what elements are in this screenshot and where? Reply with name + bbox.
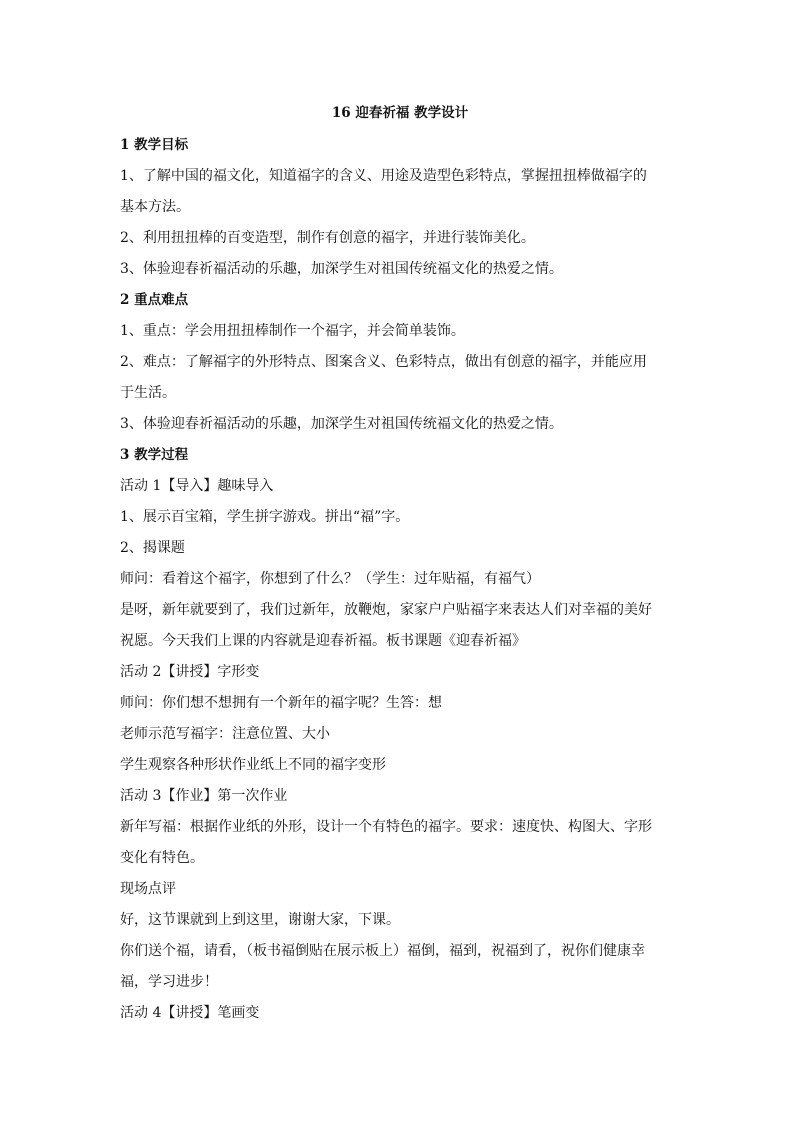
paragraph-line: 学生观察各种形状作业纸上不同的福字变形 <box>120 757 386 773</box>
section-heading-process: 3 教学过程 <box>120 447 189 463</box>
paragraph-line: 现场点评 <box>120 881 176 897</box>
paragraph-line: 3、体验迎春祈福活动的乐趣，加深学生对祖国传统福文化的热爱之情。 <box>120 416 563 432</box>
section-heading-goals: 1 教学目标 <box>120 137 189 153</box>
paragraph-line: 基本方法。 <box>120 199 190 215</box>
paragraph-line: 1、了解中国的福文化，知道福字的含义、用途及造型色彩特点，掌握扭扭棒做福字的 <box>120 168 647 184</box>
document-title: 16 迎春祈福 教学设计 <box>331 105 469 121</box>
paragraph-line: 1、展示百宝箱，学生拼字游戏。拼出“福”字。 <box>120 509 410 525</box>
activity-title: 活动 2【讲授】字形变 <box>120 664 260 680</box>
paragraph-line: 新年写福：根据作业纸的外形，设计一个有特色的福字。要求：速度快、构图大、字形 <box>120 819 652 835</box>
paragraph-line: 变化有特色。 <box>120 850 204 866</box>
paragraph-line: 师问：看着这个福字，你想到了什么？（学生：过年贴福，有福气） <box>120 571 540 587</box>
paragraph-line: 福，学习进步！ <box>120 974 218 990</box>
paragraph-line: 2、利用扭扭棒的百变造型，制作有创意的福字，并进行装饰美化。 <box>120 230 535 246</box>
paragraph-line: 3、体验迎春祈福活动的乐趣，加深学生对祖国传统福文化的热爱之情。 <box>120 261 563 277</box>
paragraph-line: 老师示范写福字：注意位置、大小 <box>120 726 330 742</box>
activity-title: 活动 4【讲授】笔画变 <box>120 1005 260 1021</box>
paragraph-line: 好，这节课就到上到这里，谢谢大家，下课。 <box>120 912 400 928</box>
paragraph-line: 你们送个福，请看，（板书福倒贴在展示板上）福倒，福到，祝福到了，祝你们健康幸 <box>120 943 645 959</box>
paragraph-line: 师问：你们想不想拥有一个新年的福字呢？生答：想 <box>120 695 442 711</box>
paragraph-line: 2、揭课题 <box>120 540 185 556</box>
paragraph-line: 是呀，新年就要到了，我们过新年，放鞭炮，家家户户贴福字来表达人们对幸福的美好 <box>120 602 652 618</box>
activity-title: 活动 3【作业】第一次作业 <box>120 788 288 804</box>
paragraph-line: 祝愿。今天我们上课的内容就是迎春祈福。板书课题《迎春祈福》 <box>120 633 526 649</box>
paragraph-line: 2、难点：了解福字的外形特点、图案含义、色彩特点，做出有创意的福字，并能应用 <box>120 354 647 370</box>
paragraph-line: 于生活。 <box>120 385 176 401</box>
paragraph-line: 1、重点：学会用扭扭棒制作一个福字，并会简单装饰。 <box>120 323 465 339</box>
activity-title: 活动 1【导入】趣味导入 <box>120 478 274 494</box>
document-page <box>120 100 680 1029</box>
section-heading-key-points: 2 重点难点 <box>120 292 189 308</box>
